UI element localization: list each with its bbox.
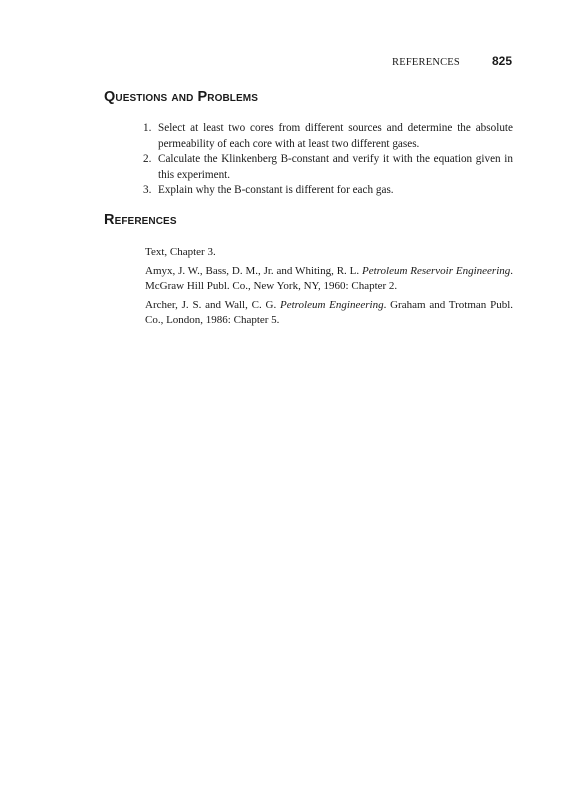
questions-list xyxy=(143,121,513,199)
question-item xyxy=(143,183,513,199)
reference-entry xyxy=(145,264,513,294)
question-text: Calculate the Klinkenberg B-constant and verify it with the equation given in this experiment. xyxy=(158,153,513,181)
reference-publisher: . Graham and Trotman Publ. Co., London, 1986: Chapter 5. xyxy=(145,299,514,326)
question-item xyxy=(143,121,513,152)
question-number: 2. xyxy=(143,153,152,165)
references-heading: References xyxy=(104,212,177,228)
reference-title: Petroleum Engineering xyxy=(279,299,384,311)
page-number: 825 xyxy=(491,54,512,68)
reference-authors: Text, Chapter 3. xyxy=(145,246,216,258)
questions-heading: Questions and Problems xyxy=(104,89,258,105)
question-number: 1. xyxy=(143,122,152,134)
reference-entry xyxy=(145,245,513,260)
question-text: Explain why the B-constant is different for each gas. xyxy=(158,184,394,196)
reference-authors: Amyx, J. W., Bass, D. M., Jr. and Whiting, R. L. xyxy=(145,265,362,277)
question-number: 3. xyxy=(143,184,152,196)
running-header xyxy=(392,54,512,68)
running-title: REFERENCES xyxy=(392,57,460,68)
reference-publisher: . McGraw Hill Publ. Co., New York, NY, 1960: Chapter 2. xyxy=(145,265,513,292)
reference-authors: Archer, J. S. and Wall, C. G. xyxy=(145,299,280,311)
references-list xyxy=(145,245,513,332)
reference-entry xyxy=(145,298,513,328)
question-text: Select at least two cores from different sources and determine the absolute permeability of each core with at least two different gases. xyxy=(158,122,513,150)
reference-title: Petroleum Reservoir Engineering xyxy=(361,265,511,277)
question-item xyxy=(143,152,513,183)
